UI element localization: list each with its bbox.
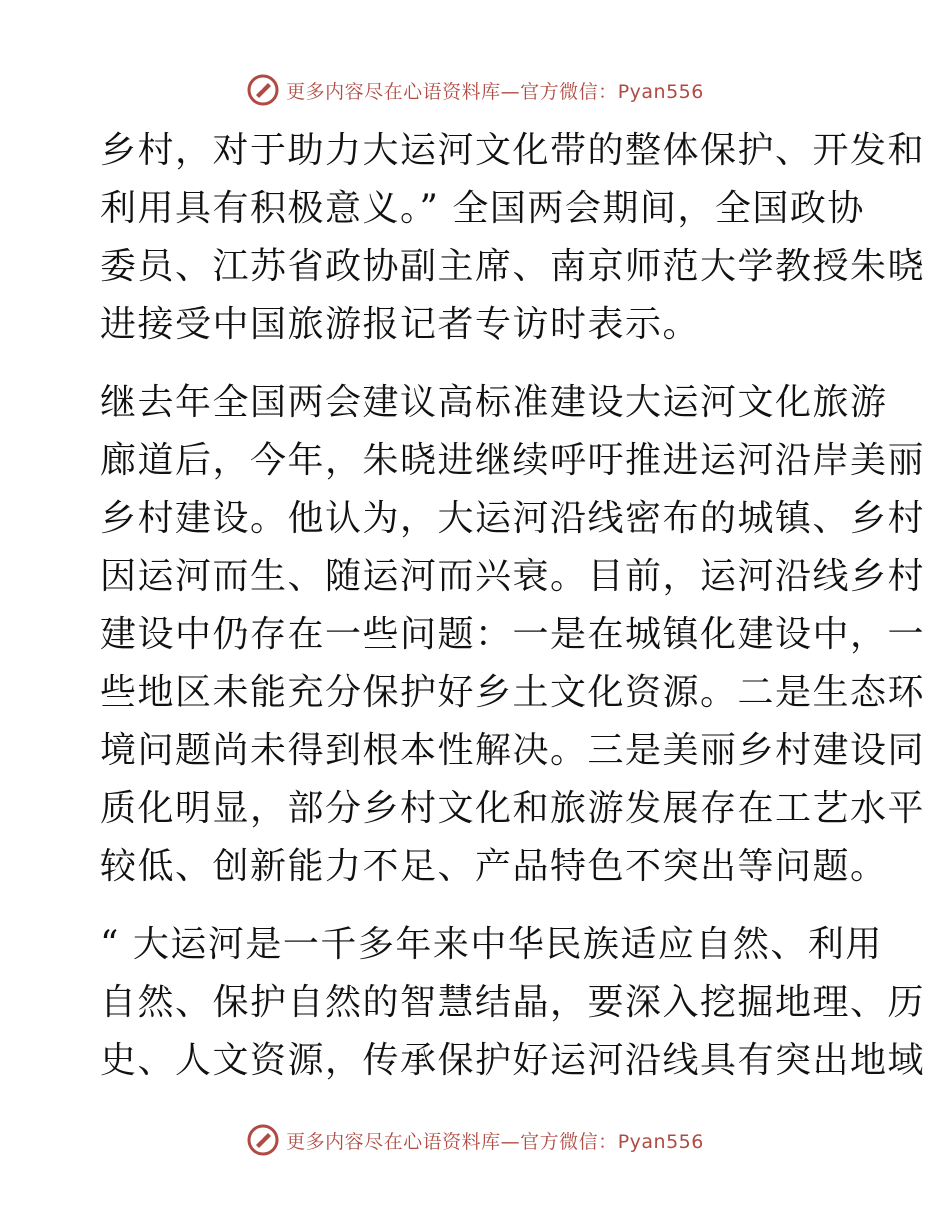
text-line: 些地区未能充分保护好乡土文化资源。二是生态环	[100, 672, 926, 713]
watermark-wechat-id: Pyan556	[617, 1130, 704, 1153]
paragraph	[100, 916, 926, 1090]
seal-logo-icon	[246, 1123, 280, 1157]
text-line: 乡村，对于助力大运河文化带的整体保护、开发和	[100, 130, 926, 171]
watermark-text	[286, 77, 704, 104]
text-line: “ 大运河是一千多年来中华民族适应自然、利用	[100, 924, 883, 965]
paragraph	[100, 122, 926, 354]
header-watermark	[0, 70, 950, 110]
text-line: 质化明显，部分乡村文化和旅游发展存在工艺水平	[100, 788, 926, 829]
text-line: 利用具有积极意义。” 全国两会期间，全国政协	[100, 188, 865, 229]
text-line: 较低、创新能力不足、产品特色不突出等问题。	[100, 846, 888, 887]
text-line: 史、人文资源，传承保护好运河沿线具有突出地域	[100, 1040, 926, 1081]
paragraph	[100, 374, 926, 896]
watermark-text	[286, 1127, 704, 1154]
watermark-wechat-label: 官方微信：	[520, 80, 618, 103]
text-line: 自然、保护自然的智慧结晶，要深入挖掘地理、历	[100, 982, 926, 1023]
text-line: 进接受中国旅游报记者专访时表示。	[100, 304, 701, 345]
watermark-wechat-label: 官方微信：	[520, 1130, 618, 1153]
document-body	[100, 122, 926, 1090]
watermark-dash: —	[500, 80, 521, 103]
watermark-dash: —	[500, 1130, 521, 1153]
watermark-wechat-id: Pyan556	[617, 80, 704, 103]
text-line: 廊道后，今年，朱晓进继续呼吁推进运河沿岸美丽	[100, 440, 926, 481]
text-line: 境问题尚未得到根本性解决。三是美丽乡村建设同	[100, 730, 926, 771]
text-line: 因运河而生、随运河而兴衰。目前，运河沿线乡村	[100, 556, 926, 597]
footer-watermark	[0, 1120, 950, 1160]
text-line: 乡村建设。他认为，大运河沿线密布的城镇、乡村	[100, 498, 926, 539]
seal-logo-icon	[246, 73, 280, 107]
watermark-main: 更多内容尽在心语资料库	[286, 80, 501, 103]
text-line: 继去年全国两会建议高标准建设大运河文化旅游	[100, 382, 888, 423]
watermark-main: 更多内容尽在心语资料库	[286, 1130, 501, 1153]
text-line: 委员、江苏省政协副主席、南京师范大学教授朱晓	[100, 246, 926, 287]
text-line: 建设中仍存在一些问题：一是在城镇化建设中，一	[100, 614, 926, 655]
